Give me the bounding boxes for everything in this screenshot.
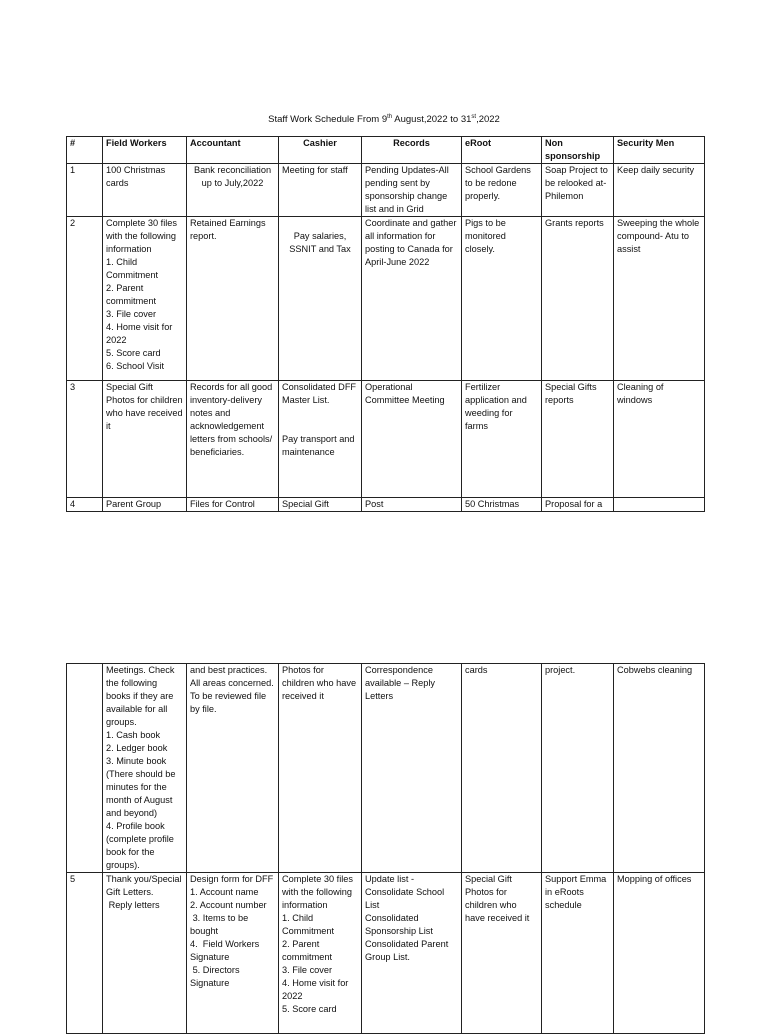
document-title: Staff Work Schedule From 9th August,2022 to 31st,2022 [268,113,500,125]
records-cell: Pending Updates-All pending sent by sponsorship change list and in Grid [362,164,462,217]
row-number: 4 [67,498,103,512]
schedule-table-page-2 [66,663,705,1034]
security-cell: Cleaning of windows [614,381,705,498]
cell-line: Meetings. Check the following books if they are available for all groups. [106,665,177,727]
non-sponsorship-cell: Special Gifts reports [542,381,614,498]
cell-line: 5. Score card [282,1004,337,1014]
security-cell: Mopping of offices [614,873,705,1034]
row-number: 5 [67,873,103,1034]
schedule-table-page-1 [66,136,705,512]
cell-line: Reply letters [106,900,160,910]
accountant-cell: Bank reconciliation up to July,2022 [187,164,279,217]
cell-line: 4. Home visit for 2022 [106,322,175,345]
cell-line: 2. Parent commitment [282,939,333,962]
cell-line: 1. Child Commitment [106,257,159,280]
cell-line: 4. Home visit for 2022 [282,978,351,1001]
field-workers-cell: Special Gift Photos for children who have received it [103,381,187,498]
accountant-cell: Records for all good inventory-delivery notes and acknowledgement letters from schools/ beneficiaries. [187,381,279,498]
cashier-cell: Meeting for staff [279,164,362,217]
cell-line: Thank you/Special Gift Letters. [106,874,185,897]
cell-line: 1. Cash book [106,730,161,740]
cell-line: 2. Ledger book [106,743,168,753]
cell-line: 1. Account name [190,887,259,897]
cell-line: 5. Score card [106,348,161,358]
header-row [67,137,705,164]
cell-line: 4. Field Workers Signature [190,939,262,962]
security-cell: Sweeping the whole compound- Atu to assist [614,217,705,381]
cell-line: 4. Profile book (complete profile book for the groups). [106,821,177,870]
cell-line: 1. Child Commitment [282,913,335,936]
cell-line: 2. Account number [190,900,267,910]
security-cell [614,498,705,512]
row-number: 1 [67,164,103,217]
cell-line: 3. Minute book (There should be minutes for the month of August and beyond) [106,756,179,818]
table-row [67,664,705,873]
field-workers-cell [103,664,187,873]
cell-line: Pay transport and maintenance [282,434,358,457]
cell-line: Consolidated Parent Group List. [365,939,451,962]
field-workers-cell: Parent Group [103,498,187,512]
header-cashier: Cashier [279,137,362,164]
non-sponsorship-cell: Support Emma in eRoots schedule [542,873,614,1034]
header-non-sponsorship: Non sponsorship [542,137,614,164]
eroot-cell: 50 Christmas [462,498,542,512]
eroot-cell: School Gardens to be redone properly. [462,164,542,217]
cell-line: 5. Directors Signature [190,965,243,988]
cashier-cell [279,873,362,1034]
cashier-cell: Special Gift [279,498,362,512]
records-cell: Coordinate and gather all information for posting to Canada for April-June 2022 [362,217,462,381]
cell-line: 3. File cover [106,309,157,319]
cell-line: Consolidated DFF Master List. [282,382,359,405]
table-row [67,381,705,498]
cell-line: 2. Parent commitment [106,283,157,306]
table-row [67,217,705,381]
cashier-cell [279,217,362,381]
accountant-cell: and best practices. All areas concerned. To be reviewed file by file. [187,664,279,873]
non-sponsorship-cell: Proposal for a [542,498,614,512]
cell-line: Pay salaries, SSNIT and Tax [289,231,351,254]
header-field-workers: Field Workers [103,137,187,164]
table-row [67,164,705,217]
non-sponsorship-cell: Soap Project to be relooked at- Philemon [542,164,614,217]
eroot-cell: Fertilizer application and weeding for farms [462,381,542,498]
records-cell: Operational Committee Meeting [362,381,462,498]
security-cell: Cobwebs cleaning [614,664,705,873]
field-workers-cell [103,873,187,1034]
cashier-cell [279,381,362,498]
row-number: 2 [67,217,103,381]
row-number: 3 [67,381,103,498]
accountant-cell [187,873,279,1034]
cell-line: Update list -Consolidate School List [365,874,447,910]
cell-line: 3. File cover [282,965,333,975]
row-number [67,664,103,873]
cell-line: 3. Items to be bought [190,913,251,936]
security-cell: Keep daily security [614,164,705,217]
cashier-cell: Photos for children who have received it [279,664,362,873]
field-workers-cell: 100 Christmas cards [103,164,187,217]
accountant-cell: Files for Control [187,498,279,512]
cell-line: Complete 30 files with the following information [282,874,356,910]
field-workers-cell [103,217,187,381]
eroot-cell: Pigs to be monitored closely. [462,217,542,381]
cell-line: Complete 30 files with the following information [106,218,180,254]
eroot-cell: cards [462,664,542,873]
records-cell: Correspondence available – Reply Letters [362,664,462,873]
header-records: Records [362,137,462,164]
records-cell: Post [362,498,462,512]
accountant-cell: Retained Earnings report. [187,217,279,381]
cell-line: Consolidated Sponsorship List [365,913,433,936]
records-cell [362,873,462,1034]
header-security-men: Security Men [614,137,705,164]
header-accountant: Accountant [187,137,279,164]
table-row [67,498,705,512]
cell-line: Design form for DFF [190,874,274,884]
cell-line: 6. School Visit [106,361,165,371]
header-number: # [67,137,103,164]
header-eroot: eRoot [462,137,542,164]
non-sponsorship-cell: project. [542,664,614,873]
non-sponsorship-cell: Grants reports [542,217,614,381]
table-row [67,873,705,1034]
eroot-cell: Special Gift Photos for children who have received it [462,873,542,1034]
